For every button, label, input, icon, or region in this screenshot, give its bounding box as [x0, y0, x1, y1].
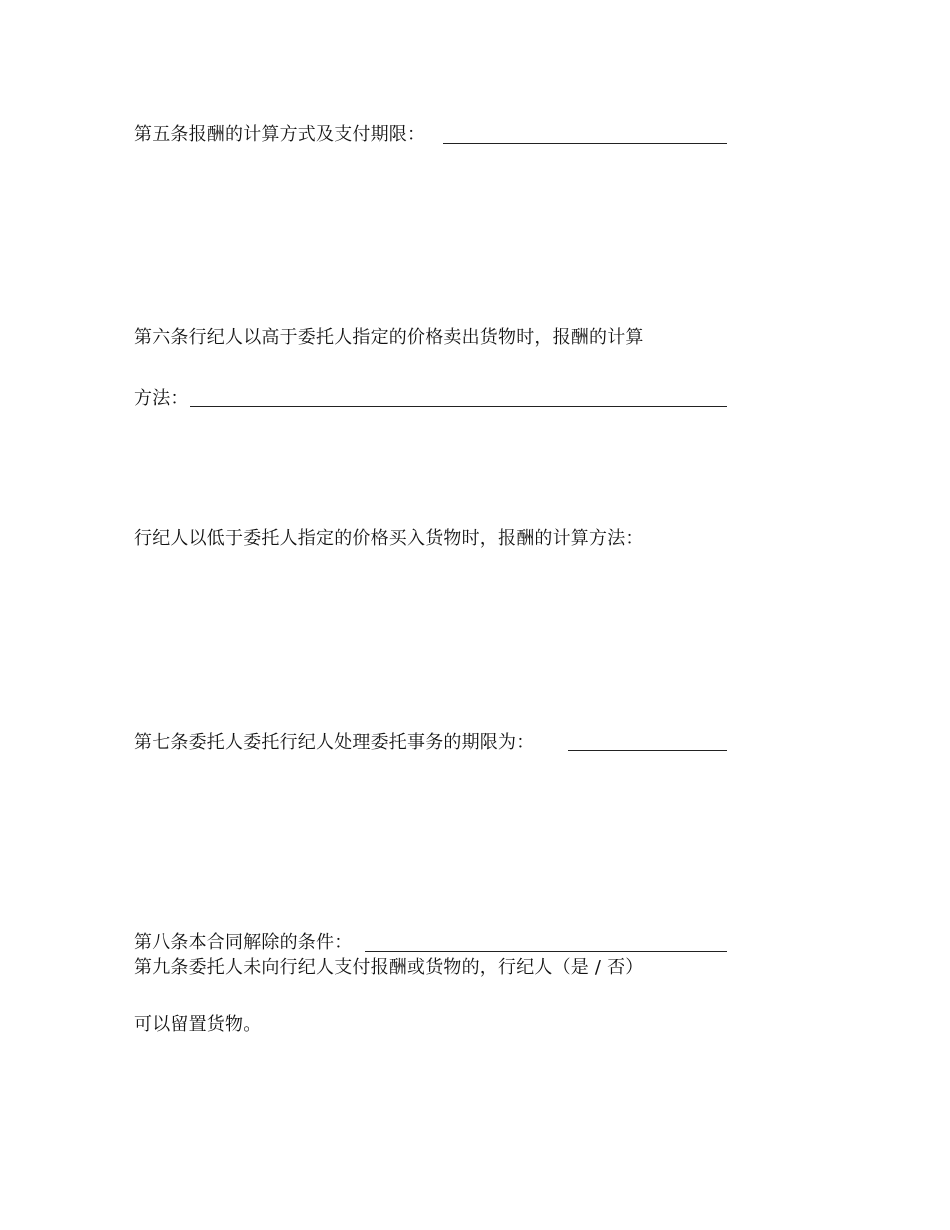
article-7-blank-line — [568, 750, 727, 751]
article-6-line-1: 第六条行纪人以高于委托人指定的价格卖出货物时，报酬的计算 — [134, 327, 644, 348]
article-8-text: 第八条本合同解除的条件： — [134, 932, 353, 953]
article-7-text: 第七条委托人委托行纪人处理委托事务的期限为： — [134, 732, 535, 753]
article-8-blank-line — [365, 951, 727, 952]
article-9-line-1: 第九条委托人未向行纪人支付报酬或货物的，行纪人（是 / 否） — [134, 957, 644, 978]
article-9-line-2: 可以留置货物。 — [134, 1014, 262, 1035]
article-5-blank-line — [443, 143, 727, 144]
article-6-line-2: 方法： — [134, 388, 189, 409]
article-6-blank-line — [190, 406, 727, 407]
article-6-continuation: 行纪人以低于委托人指定的价格买入货物时，报酬的计算方法： — [134, 528, 644, 549]
article-5-text: 第五条报酬的计算方式及支付期限： — [134, 124, 426, 145]
